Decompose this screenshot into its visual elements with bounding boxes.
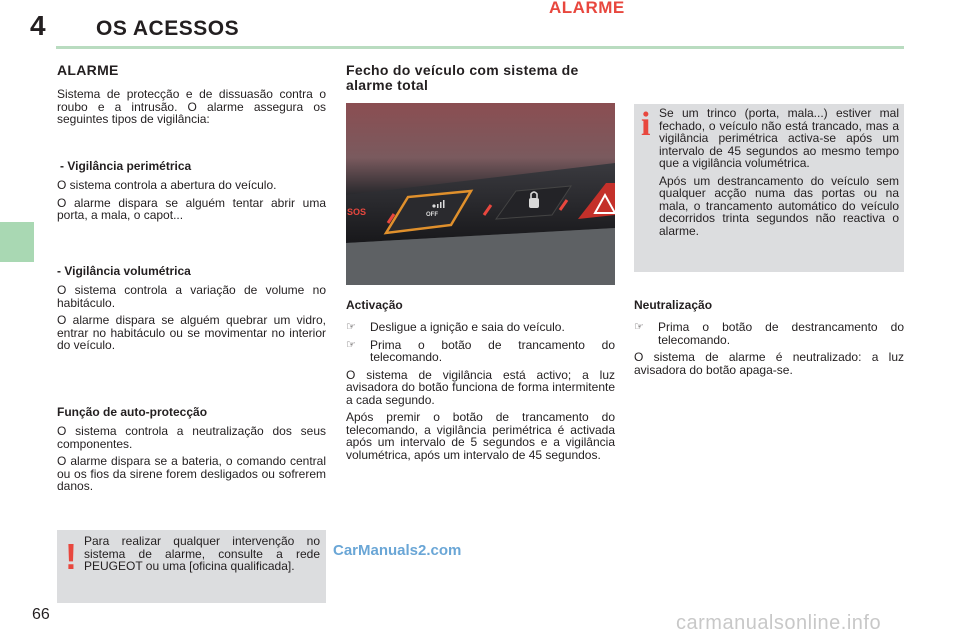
- warning-icon: !: [65, 536, 77, 577]
- sos-label: SOS: [347, 207, 367, 217]
- warning-text: Para realizar qualquer intervenção no sistema de alarme, consulte a rede PEUGEOT ou uma [oficina qualificada].: [84, 534, 320, 573]
- neutralization-heading: Neutralização: [634, 298, 713, 312]
- activation-heading: Activação: [346, 298, 403, 312]
- activation-p2: Após premir o botão de trancamento do telecomando, a vigilância perimétrica é activada após um intervalo de 5 segundos e a vigilância volumétrica, após um intervalo de 45 segundos.: [346, 410, 615, 462]
- warning-box: [57, 530, 326, 603]
- neutralization-step-1: ☞ Prima o botão de destrancamento do telecomando.: [634, 320, 904, 347]
- alarm-heading: ALARME: [57, 62, 119, 78]
- pointing-hand-icon: ☞: [346, 321, 356, 333]
- neutralization-p1: O sistema de alarme é neutralizado: a luz avisadora do botão apaga-se.: [634, 350, 904, 377]
- perimetric-section: [57, 159, 326, 227]
- autoprotect-p1: O sistema controla a neutralização dos seus componentes.: [57, 424, 326, 451]
- total-alarm-title: Fecho do veículo com sistema de alarme total: [346, 62, 579, 93]
- activation-step-1: ☞ Desligue a ignição e saia do veículo.: [346, 320, 565, 334]
- volumetric-p2: O alarme dispara se alguém quebrar um vidro, entrar no habitáculo ou se movimentar no interior do veículo.: [57, 313, 326, 352]
- autoprotect-heading: Função de auto-protecção: [57, 405, 208, 419]
- alarm-intro: Sistema de protecção e de dissuasão contra o roubo e a intrusão. O alarme assegura os seguintes tipos de vigilância:: [57, 87, 326, 126]
- header-rule: [56, 46, 904, 49]
- info-box: [634, 104, 904, 272]
- alarm-button-illustration: [346, 103, 615, 285]
- volumetric-section: [57, 264, 326, 357]
- alarm-section: [57, 62, 326, 131]
- pointing-hand-icon: ☞: [634, 321, 644, 333]
- pointing-hand-icon: ☞: [346, 338, 356, 351]
- section-title: ALARME: [549, 0, 625, 17]
- activation-section: [346, 298, 615, 466]
- total-alarm-heading: [346, 63, 615, 93]
- autoprotect-p2: O alarme dispara se a bateria, o comando central ou os fios da sirene forem desligados ou sofrerem danos.: [57, 454, 326, 493]
- chapter-number: 4: [30, 10, 46, 41]
- chapter-side-tab: [0, 222, 34, 262]
- volumetric-p1: O sistema controla a variação de volume no habitáculo.: [57, 283, 326, 310]
- watermark-carmanuals2[interactable]: CarManuals2.com: [333, 542, 462, 559]
- off-label: OFF: [426, 212, 438, 218]
- lock-icon: [529, 198, 539, 208]
- chapter-title: OS ACESSOS: [96, 17, 240, 40]
- perimetric-p1: O sistema controla a abertura do veículo.: [57, 178, 277, 192]
- volumetric-heading: - Vigilância volumétrica: [57, 264, 191, 278]
- alarm-button-photo: [346, 103, 615, 285]
- neutralization-section: [634, 298, 904, 381]
- page-number: 66: [32, 606, 50, 623]
- watermark-carmanualsonline[interactable]: carmanualsonline.info: [676, 612, 882, 634]
- info-p2: Após um destrancamento do veículo sem qualquer acção numa das portas ou na mala, o trancamento automático do veículo decorridos trinta segundos não reactiva o alarme.: [659, 173, 899, 238]
- activation-p1: O sistema de vigilância está activo; a luz avisadora do botão funciona de forma intermitente a cada segundo.: [346, 367, 615, 407]
- autoprotect-section: [57, 405, 326, 498]
- info-icon: i: [641, 106, 651, 143]
- perimetric-p2: O alarme dispara se alguém tentar abrir uma porta, a mala, o capot...: [57, 195, 326, 222]
- info-text: [659, 107, 899, 242]
- perimetric-heading: - Vigilância perimétrica: [60, 159, 192, 173]
- info-p1: Se um trinco (porta, mala...) estiver mal fechado, o veículo não está trancado, mas a vigilância perimétrica activa-se após um intervalo de 45 segundos ao mesmo tempo que a vigilância volumétrica.: [659, 106, 899, 170]
- activation-step-2: ☞ Prima o botão de trancamento do telecomando.: [346, 337, 615, 364]
